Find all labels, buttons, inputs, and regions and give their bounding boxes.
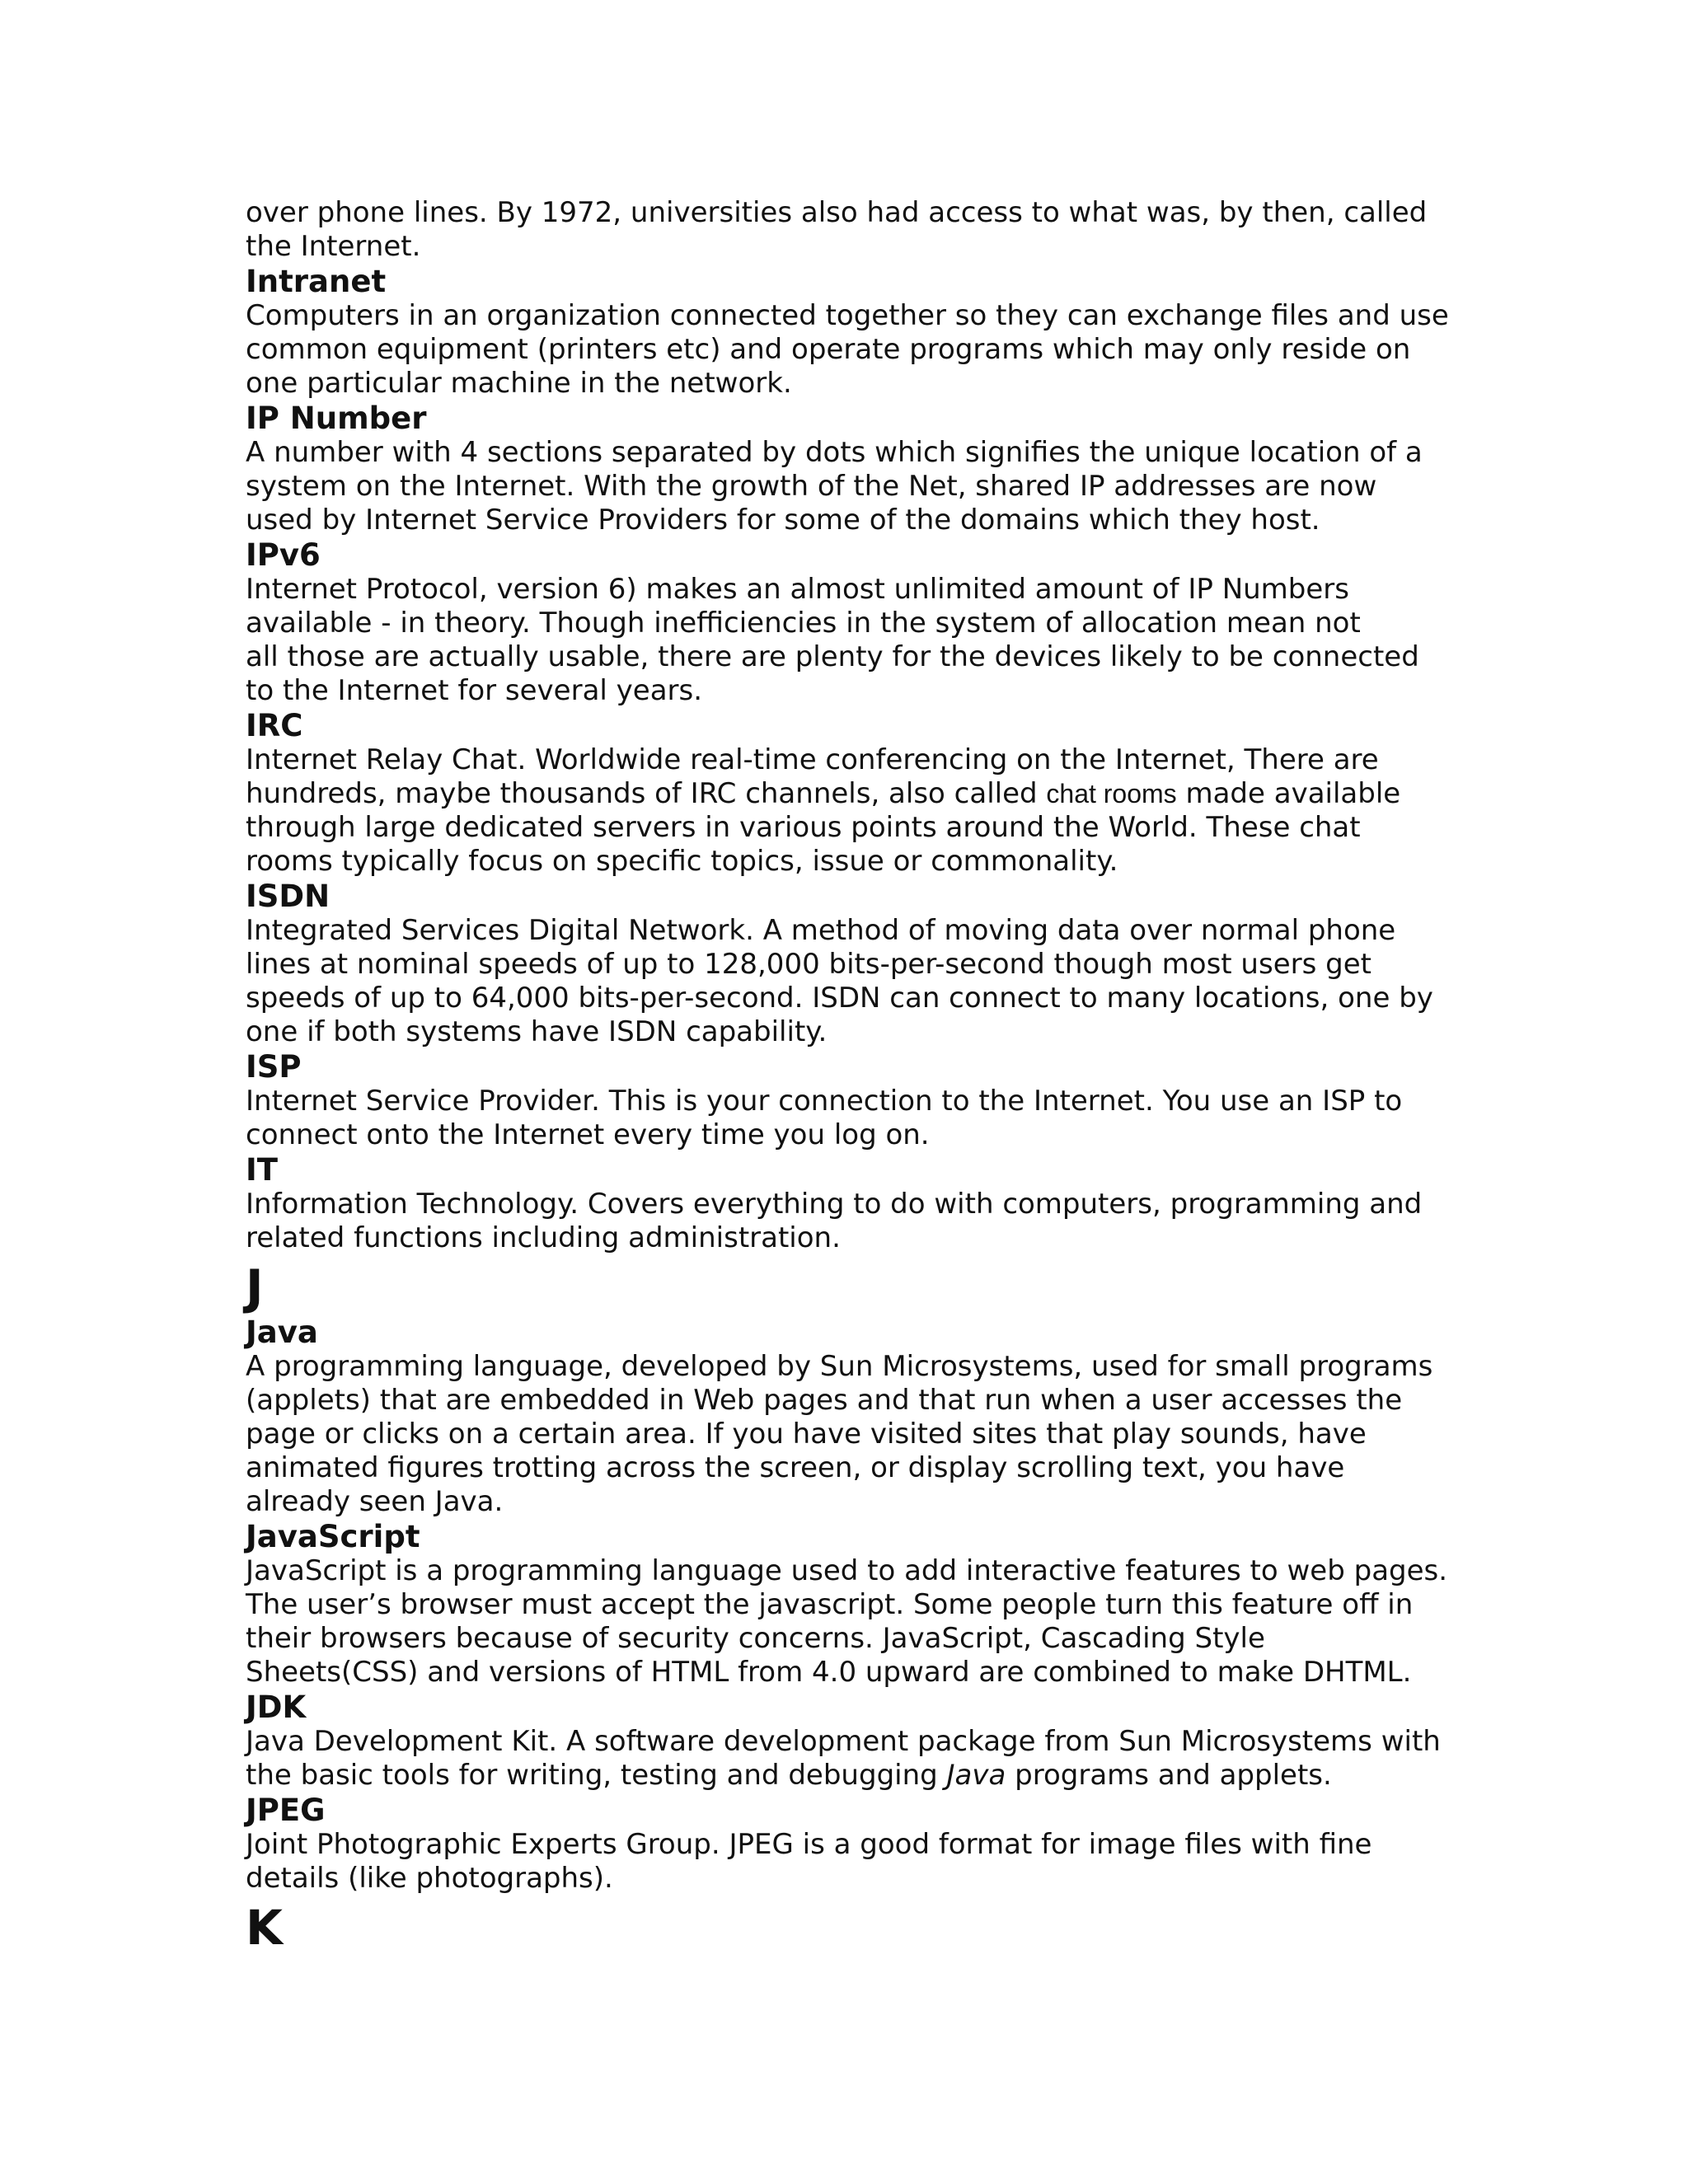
text-line: (applets) that are embedded in Web pages and that run when a user accesses the — [246, 1384, 1403, 1417]
text-line: connect onto the Internet every time you log on. — [246, 1118, 930, 1151]
text-line: their browsers because of security concerns. JavaScript, Cascading Style — [246, 1622, 1265, 1655]
text-line: all those are actually usable, there are plenty for the devices likely to be connected — [246, 640, 1419, 673]
section-letter-j: J — [246, 1259, 264, 1315]
text-line: Computers in an organization connected together so they can exchange files and use — [246, 299, 1449, 332]
definition-paragraph — [246, 1725, 1449, 1793]
text-line: lines at nominal speeds of up to 128,000 bits-per-second though most users get — [246, 948, 1372, 981]
text-line: details (like photographs). — [246, 1862, 613, 1895]
definition-paragraph — [246, 1188, 1449, 1255]
term-heading: Intranet — [246, 264, 387, 299]
text-line: available - in theory. Though inefficiencies in the system of allocation mean not — [246, 607, 1361, 640]
text-line: already seen Java. — [246, 1485, 504, 1518]
text-line: system on the Internet. With the growth of the Net, shared IP addresses are now — [246, 470, 1377, 503]
term-heading: Java — [246, 1315, 318, 1350]
term-heading: ISP — [246, 1049, 302, 1085]
text-line: through large dedicated servers in various points around the World. These chat — [246, 811, 1361, 844]
definition-paragraph — [246, 914, 1449, 1049]
term-heading: JDK — [246, 1690, 307, 1725]
definition-paragraph — [246, 573, 1449, 708]
text-line: programs and applets. — [1006, 1759, 1332, 1792]
text-line: Sheets(CSS) and versions of HTML from 4.0 upward are combined to make DHTML. — [246, 1656, 1412, 1689]
term-heading: JPEG — [246, 1793, 326, 1828]
term-heading: IT — [246, 1152, 279, 1188]
chat-rooms-phrase: chat rooms — [1046, 779, 1177, 808]
text-line: Internet Protocol, version 6) makes an almost unlimited amount of IP Numbers — [246, 573, 1349, 606]
text-line: Java Development Kit. A software development package from Sun Microsystems with — [246, 1725, 1441, 1758]
text-line: A number with 4 sections separated by dots which signifies the unique location of a — [246, 436, 1423, 469]
text-line: the basic tools for writing, testing and debugging — [246, 1759, 947, 1792]
text-line: page or clicks on a certain area. If you have visited sites that play sounds, have — [246, 1418, 1367, 1451]
definition-paragraph — [246, 743, 1449, 879]
definition-paragraph — [246, 1085, 1449, 1152]
term-heading: IRC — [246, 708, 303, 743]
text-line: related functions including administration. — [246, 1221, 841, 1254]
text-line: speeds of up to 64,000 bits-per-second. ISDN can connect to many locations, one by — [246, 982, 1433, 1015]
text-line: one if both systems have ISDN capability. — [246, 1015, 828, 1048]
text-line: Internet Service Provider. This is your connection to the Internet. You use an ISP to — [246, 1085, 1403, 1118]
text-line: JavaScript is a programming language used to add interactive features to web pages. — [246, 1554, 1448, 1587]
text-line: The user’s browser must accept the javascript. Some people turn this feature off in — [246, 1588, 1414, 1621]
text-line: A programming language, developed by Sun Microsystems, used for small programs — [246, 1350, 1433, 1383]
definition-paragraph — [246, 436, 1449, 537]
definition-paragraph — [246, 1554, 1449, 1690]
text-line: Integrated Services Digital Network. A method of moving data over normal phone — [246, 914, 1396, 947]
section-letter-k: K — [246, 1900, 283, 1956]
text-line: made available — [1176, 777, 1401, 810]
text-line: rooms typically focus on specific topics, issue or commonality. — [246, 845, 1118, 878]
definition-paragraph — [246, 1350, 1449, 1519]
term-heading: IPv6 — [246, 537, 321, 573]
text-line: over phone lines. By 1972, universities also had access to what was, by then, called — [246, 196, 1428, 229]
definition-paragraph — [246, 1828, 1449, 1896]
definition-paragraph — [246, 299, 1449, 401]
text-line: hundreds, maybe thousands of IRC channels, also called — [246, 777, 1047, 810]
text-line: Information Technology. Covers everything to do with computers, programming and — [246, 1188, 1423, 1221]
intro-paragraph — [246, 196, 1449, 264]
text-line: the Internet. — [246, 230, 421, 263]
java-italic-word: Java — [946, 1759, 1006, 1792]
term-heading: JavaScript — [246, 1519, 420, 1554]
text-line: animated figures trotting across the screen, or display scrolling text, you have — [246, 1451, 1345, 1484]
document-page — [246, 196, 1449, 1955]
text-line: Joint Photographic Experts Group. JPEG is a good format for image files with fine — [246, 1828, 1372, 1861]
term-heading: IP Number — [246, 401, 427, 436]
text-line: Internet Relay Chat. Worldwide real-time conferencing on the Internet, There are — [246, 743, 1379, 776]
text-line: to the Internet for several years. — [246, 674, 703, 707]
term-heading: ISDN — [246, 879, 331, 914]
text-line: used by Internet Service Providers for some of the domains which they host. — [246, 504, 1320, 537]
text-line: common equipment (printers etc) and operate programs which may only reside on — [246, 333, 1411, 366]
text-line: one particular machine in the network. — [246, 367, 792, 400]
